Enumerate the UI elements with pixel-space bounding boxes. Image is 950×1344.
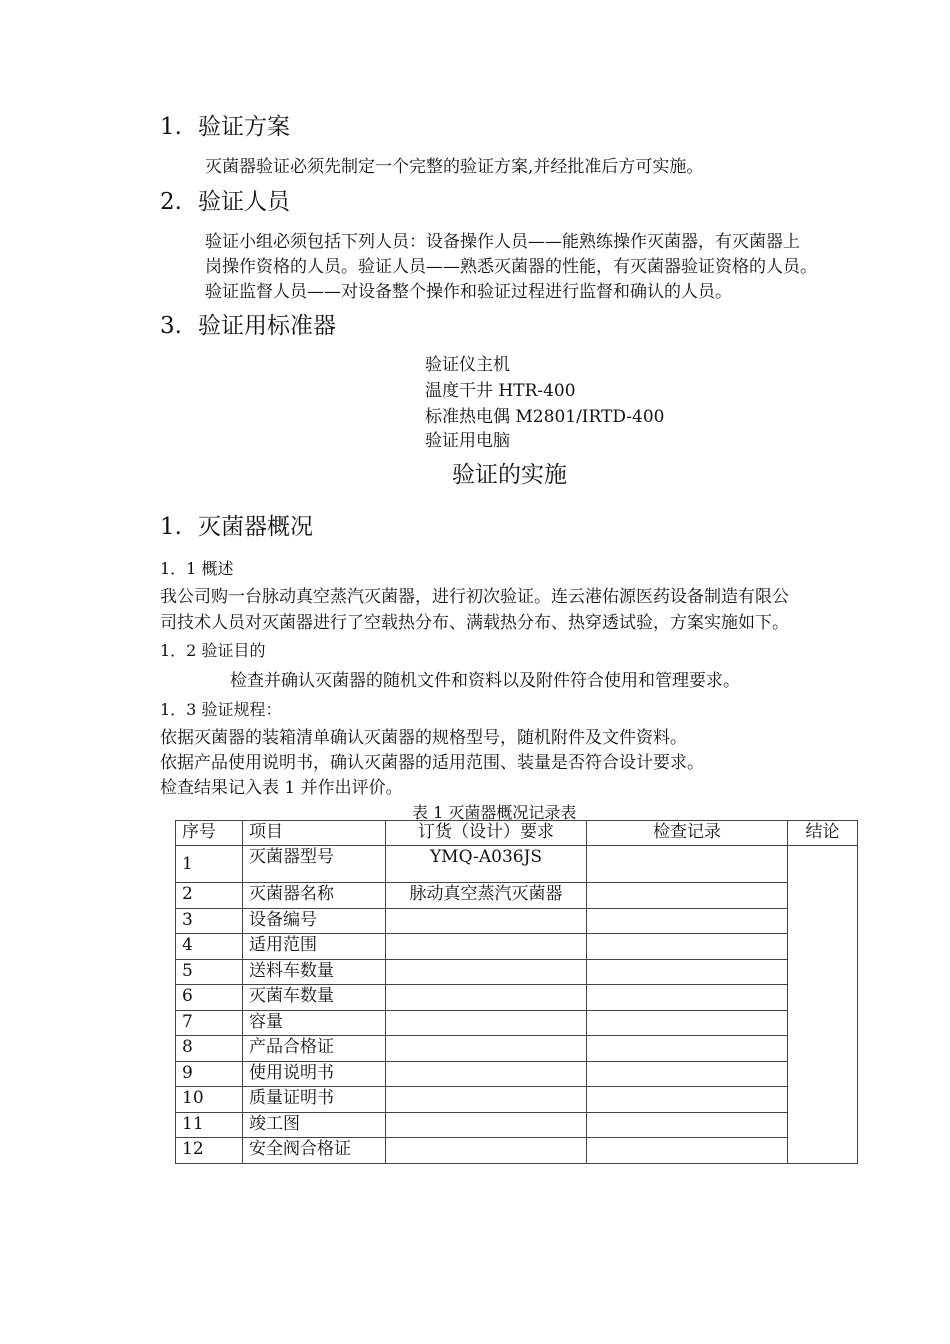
row-item: 灭菌器型号 — [243, 846, 386, 883]
row-item: 送料车数量 — [243, 959, 386, 985]
section-2-line: 验证小组必须包括下列人员：设备操作人员——能熟练操作灭菌器，有灭菌器上 — [205, 232, 800, 252]
row-record — [587, 1036, 788, 1062]
standard-item: 温度干井 HTR-400 — [425, 381, 576, 401]
row-requirement — [386, 1138, 587, 1164]
row-requirement — [386, 985, 587, 1011]
section-1-text: 灭菌器验证必须先制定一个完整的验证方案,并经批准后方可实施。 — [205, 157, 704, 177]
standard-item: 验证用电脑 — [425, 431, 510, 451]
row-requirement — [386, 959, 587, 985]
section-number: 1. — [160, 514, 182, 540]
table-header-row — [176, 821, 858, 846]
section-1-heading — [160, 108, 290, 141]
table-row — [176, 1061, 858, 1087]
row-item: 灭菌器名称 — [243, 883, 386, 909]
row-item: 安全阀合格证 — [243, 1138, 386, 1164]
row-record — [587, 1112, 788, 1138]
subsection-1-3-heading: 1．3 验证规程： — [160, 700, 282, 719]
procedure-line: 依据灭菌器的装箱清单确认灭菌器的规格型号，随机附件及文件资料。 — [160, 728, 687, 748]
row-item: 灭菌车数量 — [243, 985, 386, 1011]
row-index: 9 — [176, 1061, 243, 1087]
row-index: 5 — [176, 959, 243, 985]
section-title: 验证人员 — [198, 189, 290, 215]
row-index: 6 — [176, 985, 243, 1011]
row-record — [587, 883, 788, 909]
table-row — [176, 883, 858, 909]
section-title: 验证用标准器 — [198, 313, 336, 339]
row-item: 竣工图 — [243, 1112, 386, 1138]
row-requirement: 脉动真空蒸汽灭菌器 — [386, 883, 587, 909]
section-title: 验证方案 — [198, 114, 290, 140]
row-index: 7 — [176, 1010, 243, 1036]
header-index: 序号 — [176, 821, 243, 846]
procedure-line: 依据产品使用说明书，确认灭菌器的适用范围、装量是否符合设计要求。 — [160, 753, 704, 773]
row-record — [587, 1010, 788, 1036]
row-requirement — [386, 908, 587, 934]
table-row — [176, 985, 858, 1011]
row-record — [587, 934, 788, 960]
section-2-line: 岗操作资格的人员。验证人员——熟悉灭菌器的性能，有灭菌器验证资格的人员。 — [205, 257, 817, 277]
row-index: 12 — [176, 1138, 243, 1164]
header-requirement: 订货（设计）要求 — [386, 821, 587, 846]
table-row — [176, 846, 858, 883]
row-item: 容量 — [243, 1010, 386, 1036]
implementation-title: 验证的实施 — [452, 462, 567, 488]
table-row — [176, 959, 858, 985]
row-index: 2 — [176, 883, 243, 909]
standard-item: 验证仪主机 — [425, 355, 510, 375]
row-requirement — [386, 1112, 587, 1138]
overview-line: 我公司购一台脉动真空蒸汽灭菌器，进行初次验证。连云港佑源医药设备制造有限公 — [160, 587, 789, 607]
section-number: 1. — [160, 114, 182, 140]
row-record — [587, 1087, 788, 1113]
section-number: 2. — [160, 189, 182, 215]
overview-line: 司技术人员对灭菌器进行了空载热分布、满载热分布、热穿透试验，方案实施如下。 — [160, 613, 789, 633]
section-title: 灭菌器概况 — [198, 514, 313, 540]
section-number: 3. — [160, 313, 182, 339]
overview-heading — [160, 508, 313, 541]
table-row — [176, 934, 858, 960]
row-index: 10 — [176, 1087, 243, 1113]
subsection-1-1-heading: 1．1 概述 — [160, 559, 234, 578]
row-record — [587, 959, 788, 985]
table-row — [176, 1010, 858, 1036]
header-item: 项目 — [243, 821, 386, 846]
table-row — [176, 1036, 858, 1062]
row-index: 4 — [176, 934, 243, 960]
row-item: 设备编号 — [243, 908, 386, 934]
row-record — [587, 1138, 788, 1164]
procedure-line: 检查结果记入表 1 并作出评价。 — [160, 778, 403, 798]
row-item: 质量证明书 — [243, 1087, 386, 1113]
row-index: 1 — [176, 846, 243, 883]
conclusion-cell — [788, 846, 858, 1164]
row-requirement — [386, 1010, 587, 1036]
table-row — [176, 1138, 858, 1164]
row-record — [587, 985, 788, 1011]
section-2-heading — [160, 183, 290, 216]
row-item: 产品合格证 — [243, 1036, 386, 1062]
table-caption: 表 1 灭菌器概况记录表 — [412, 803, 577, 822]
section-2-line: 验证监督人员——对设备整个操作和验证过程进行监督和确认的人员。 — [205, 282, 732, 302]
row-requirement — [386, 1087, 587, 1113]
row-requirement — [386, 934, 587, 960]
table-row — [176, 1112, 858, 1138]
row-requirement: YMQ-A036JS — [386, 846, 587, 883]
inspection-record-table — [175, 820, 858, 1164]
section-3-heading — [160, 307, 336, 340]
purpose-text: 检查并确认灭菌器的随机文件和资料以及附件符合使用和管理要求。 — [230, 671, 740, 691]
row-record — [587, 846, 788, 883]
row-index: 3 — [176, 908, 243, 934]
row-requirement — [386, 1061, 587, 1087]
subsection-1-2-heading: 1．2 验证目的 — [160, 641, 266, 660]
table-row — [176, 908, 858, 934]
header-record: 检查记录 — [587, 821, 788, 846]
row-index: 8 — [176, 1036, 243, 1062]
row-record — [587, 908, 788, 934]
row-item: 适用范围 — [243, 934, 386, 960]
standard-item: 标准热电偶 M2801/IRTD-400 — [425, 407, 665, 427]
row-item: 使用说明书 — [243, 1061, 386, 1087]
header-conclusion: 结论 — [788, 821, 858, 846]
row-requirement — [386, 1036, 587, 1062]
table-row — [176, 1087, 858, 1113]
row-index: 11 — [176, 1112, 243, 1138]
row-record — [587, 1061, 788, 1087]
